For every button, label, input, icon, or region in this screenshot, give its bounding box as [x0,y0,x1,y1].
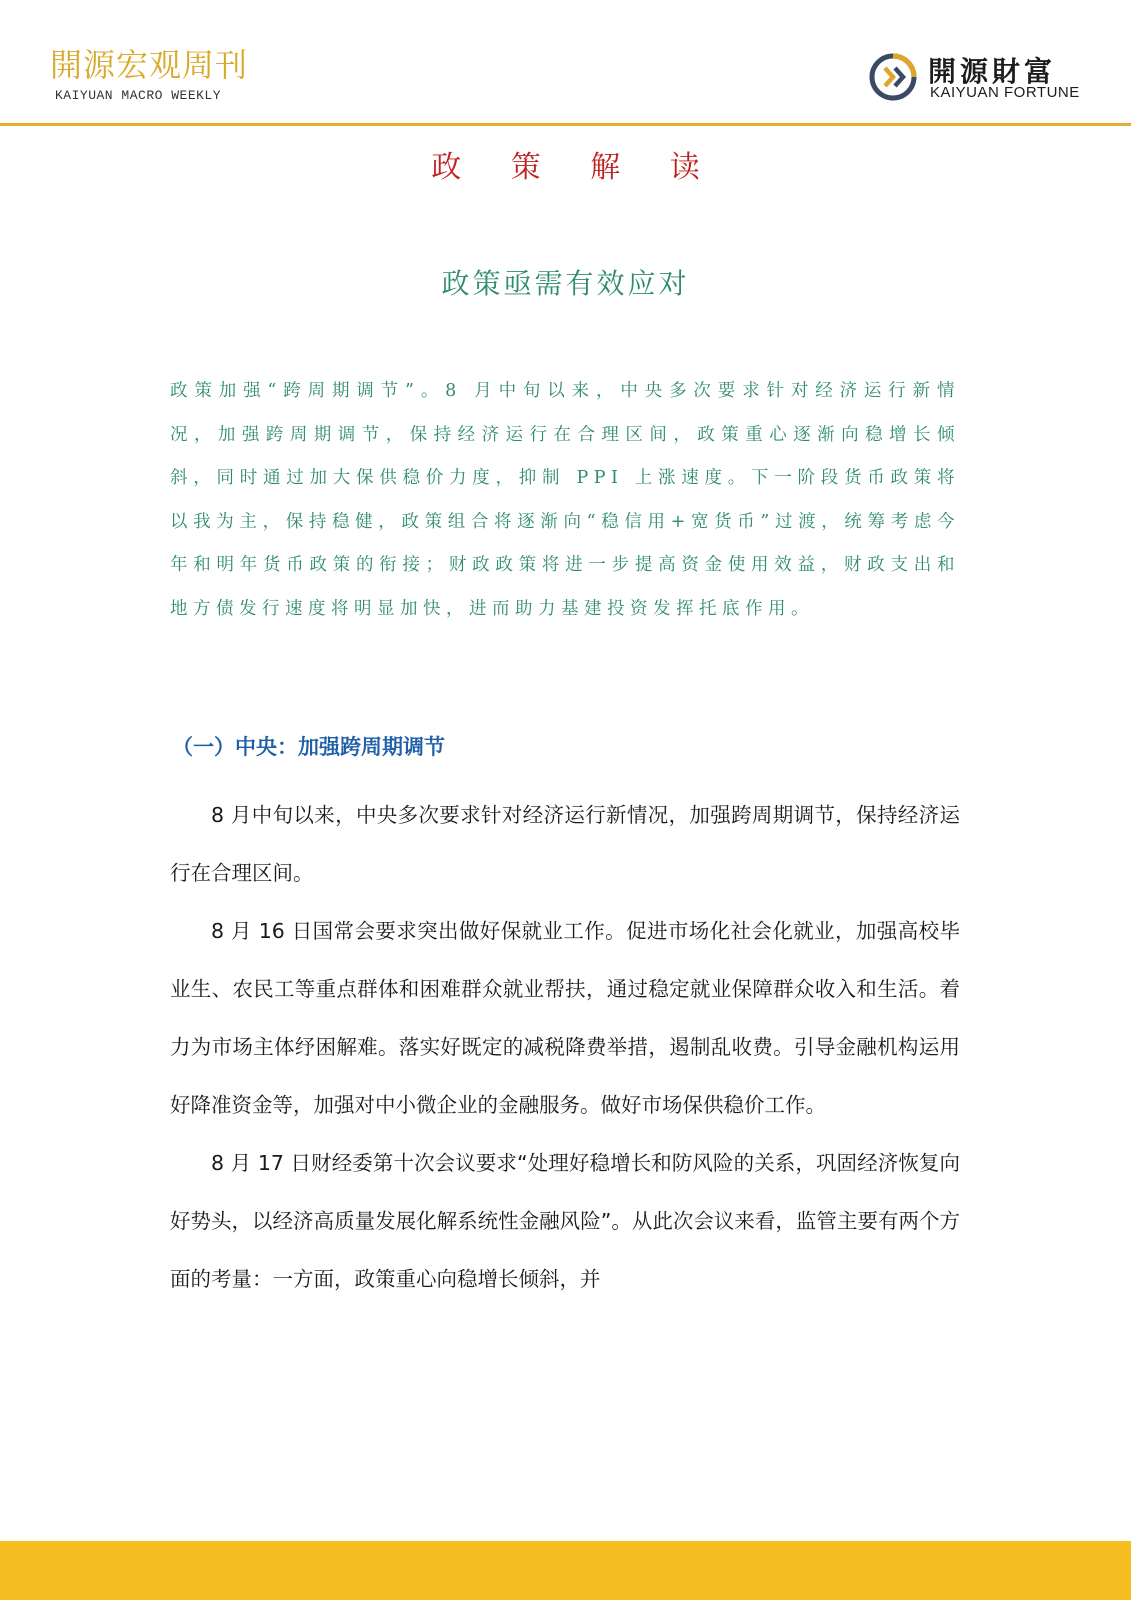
company-logo [868,48,1100,108]
body-paragraph: 8 月 16 日国常会要求突出做好保就业工作。促进市场化社会化就业，加强高校毕业生、农民工等重点群体和困难群众就业帮扶，通过稳定就业保障群众收入和生活。着力为市场主体纾困解难。落实好既定的减税降费举措，遏制乱收费。引导金融机构运用好降准资金等，加强对中小微企业的金融服务。做好市场保供稳价工作。 [170,919,960,1117]
logo-wordmark-en: KAIYUAN FORTUNE [930,84,1080,101]
subheading: （一）中央：加强跨周期调节 [172,735,445,759]
kaiyuan-logo-icon [868,52,918,102]
body-paragraph: 8 月 17 日财经委第十次会议要求“处理好稳增长和防风险的关系，巩固经济恢复向好势头，以经济高质量发展化解系统性金融风险”。从此次会议来看，监管主要有两个方面的考量：一方面，政策重心向稳增长倾斜，并 [170,1151,960,1291]
body-paragraph: 8 月中旬以来，中央多次要求针对经济运行新情况，加强跨周期调节，保持经济运行在合理区间。 [170,803,960,885]
page-header [0,0,1131,126]
body-text [170,786,960,1308]
footer-band [0,1541,1131,1600]
summary-paragraph: 政策加强“跨周期调节”。8 月中旬以来，中央多次要求针对经济运行新情况，加强跨周期调节，保持经济运行在合理区间，政策重心逐渐向稳增长倾斜，同时通过加大保供稳价力度，抑制 PPI 上涨速度。下一阶段货币政策将以我为主，保持稳健，政策组合将逐渐向“稳信用+宽货币”过渡，统筹考虑今年和明年货币政策的衔接；财政政策将进一步提高资金使用效益，财政支出和地方债发行速度将明显加快，进而助力基建投资发挥托底作用。 [170,381,960,619]
header-divider [0,123,1131,126]
article-title: 政策亟需有效应对 [441,267,690,300]
brand-title: 開源宏观周刊 [50,46,249,84]
section-title: 政 策 解 读 [431,150,720,185]
logo-wordmark-cn: 開源財富 [928,55,1057,88]
brand-subtitle: KAIYUAN MACRO WEEKLY [55,88,222,103]
